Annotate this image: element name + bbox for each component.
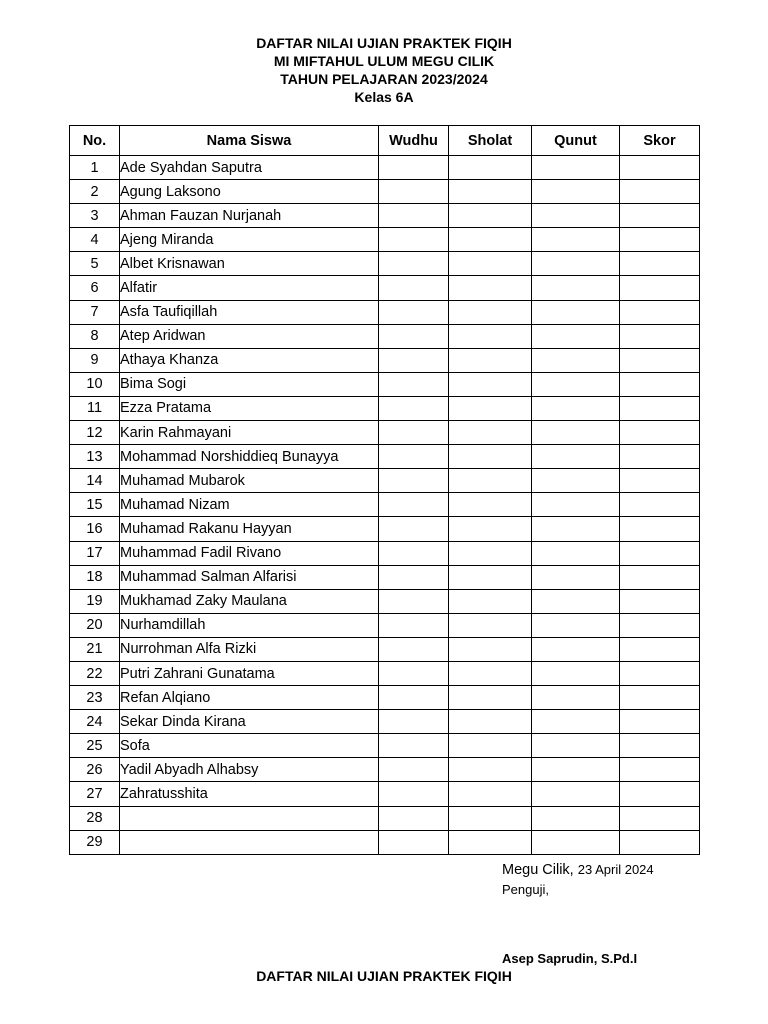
table-row bbox=[70, 348, 700, 372]
table-row bbox=[70, 782, 700, 806]
next-page-title: DAFTAR NILAI UJIAN PRAKTEK FIQIH bbox=[256, 968, 512, 984]
cell-qunut bbox=[532, 348, 620, 372]
table-row bbox=[70, 156, 700, 180]
cell-sholat bbox=[449, 396, 532, 420]
table-row bbox=[70, 637, 700, 661]
cell-qunut bbox=[532, 228, 620, 252]
table-body bbox=[70, 156, 700, 855]
cell-no: 4 bbox=[70, 228, 120, 252]
cell-sholat bbox=[449, 445, 532, 469]
cell-wudhu bbox=[379, 517, 449, 541]
table-row bbox=[70, 661, 700, 685]
cell-skor bbox=[620, 613, 700, 637]
cell-sholat bbox=[449, 806, 532, 830]
cell-sholat bbox=[449, 300, 532, 324]
signature-role: Penguji, bbox=[502, 882, 549, 897]
cell-wudhu bbox=[379, 300, 449, 324]
cell-skor bbox=[620, 252, 700, 276]
cell-sholat bbox=[449, 758, 532, 782]
table-row bbox=[70, 372, 700, 396]
cell-qunut bbox=[532, 300, 620, 324]
cell-qunut bbox=[532, 806, 620, 830]
cell-name: Muhamad Rakanu Hayyan bbox=[120, 517, 379, 541]
table-row bbox=[70, 493, 700, 517]
cell-qunut bbox=[532, 372, 620, 396]
cell-name: Athaya Khanza bbox=[120, 348, 379, 372]
cell-name: Putri Zahrani Gunatama bbox=[120, 661, 379, 685]
document-header bbox=[0, 34, 768, 106]
cell-skor bbox=[620, 396, 700, 420]
cell-sholat bbox=[449, 204, 532, 228]
table-row bbox=[70, 252, 700, 276]
cell-wudhu bbox=[379, 276, 449, 300]
cell-name: Atep Aridwan bbox=[120, 324, 379, 348]
cell-wudhu bbox=[379, 589, 449, 613]
cell-wudhu bbox=[379, 493, 449, 517]
table-row bbox=[70, 324, 700, 348]
cell-qunut bbox=[532, 324, 620, 348]
cell-no: 20 bbox=[70, 613, 120, 637]
cell-skor bbox=[620, 686, 700, 710]
cell-no: 16 bbox=[70, 517, 120, 541]
cell-name: Ezza Pratama bbox=[120, 396, 379, 420]
cell-skor bbox=[620, 228, 700, 252]
cell-skor bbox=[620, 300, 700, 324]
cell-skor bbox=[620, 517, 700, 541]
cell-name: Muhammad Salman Alfarisi bbox=[120, 565, 379, 589]
cell-no: 11 bbox=[70, 396, 120, 420]
cell-qunut bbox=[532, 204, 620, 228]
cell-qunut bbox=[532, 782, 620, 806]
cell-qunut bbox=[532, 565, 620, 589]
cell-name: Muhamad Mubarok bbox=[120, 469, 379, 493]
cell-no: 13 bbox=[70, 445, 120, 469]
cell-wudhu bbox=[379, 637, 449, 661]
cell-no: 2 bbox=[70, 180, 120, 204]
cell-qunut bbox=[532, 276, 620, 300]
cell-wudhu bbox=[379, 421, 449, 445]
table-row bbox=[70, 445, 700, 469]
cell-name bbox=[120, 806, 379, 830]
table-row bbox=[70, 565, 700, 589]
cell-wudhu bbox=[379, 710, 449, 734]
table-row bbox=[70, 469, 700, 493]
title-line-3: TAHUN PELAJARAN 2023/2024 bbox=[280, 71, 488, 87]
cell-qunut bbox=[532, 758, 620, 782]
cell-sholat bbox=[449, 517, 532, 541]
cell-skor bbox=[620, 710, 700, 734]
cell-skor bbox=[620, 204, 700, 228]
table-header-row bbox=[70, 126, 700, 156]
cell-wudhu bbox=[379, 661, 449, 685]
cell-sholat bbox=[449, 493, 532, 517]
table-row bbox=[70, 180, 700, 204]
cell-wudhu bbox=[379, 445, 449, 469]
cell-name: Ahman Fauzan Nurjanah bbox=[120, 204, 379, 228]
cell-no: 27 bbox=[70, 782, 120, 806]
cell-skor bbox=[620, 493, 700, 517]
cell-no: 5 bbox=[70, 252, 120, 276]
cell-wudhu bbox=[379, 806, 449, 830]
cell-qunut bbox=[532, 396, 620, 420]
cell-wudhu bbox=[379, 372, 449, 396]
cell-no: 29 bbox=[70, 830, 120, 854]
cell-sholat bbox=[449, 661, 532, 685]
cell-qunut bbox=[532, 180, 620, 204]
cell-qunut bbox=[532, 421, 620, 445]
cell-name: Asfa Taufiqillah bbox=[120, 300, 379, 324]
cell-no: 21 bbox=[70, 637, 120, 661]
cell-skor bbox=[620, 661, 700, 685]
cell-name: Sofa bbox=[120, 734, 379, 758]
cell-sholat bbox=[449, 782, 532, 806]
col-header-wudhu: Wudhu bbox=[379, 126, 449, 156]
cell-skor bbox=[620, 324, 700, 348]
cell-name bbox=[120, 830, 379, 854]
col-header-no: No. bbox=[70, 126, 120, 156]
table-row bbox=[70, 276, 700, 300]
cell-qunut bbox=[532, 589, 620, 613]
cell-no: 17 bbox=[70, 541, 120, 565]
col-header-name: Nama Siswa bbox=[120, 126, 379, 156]
cell-skor bbox=[620, 589, 700, 613]
cell-no: 6 bbox=[70, 276, 120, 300]
cell-wudhu bbox=[379, 758, 449, 782]
cell-qunut bbox=[532, 517, 620, 541]
cell-wudhu bbox=[379, 396, 449, 420]
cell-wudhu bbox=[379, 348, 449, 372]
cell-sholat bbox=[449, 156, 532, 180]
cell-wudhu bbox=[379, 565, 449, 589]
cell-skor bbox=[620, 806, 700, 830]
cell-qunut bbox=[532, 830, 620, 854]
cell-sholat bbox=[449, 228, 532, 252]
table-row bbox=[70, 734, 700, 758]
cell-sholat bbox=[449, 686, 532, 710]
cell-no: 3 bbox=[70, 204, 120, 228]
cell-qunut bbox=[532, 710, 620, 734]
cell-name: Refan Alqiano bbox=[120, 686, 379, 710]
cell-sholat bbox=[449, 180, 532, 204]
table-row bbox=[70, 517, 700, 541]
signature-place: Megu Cilik, bbox=[502, 862, 574, 878]
cell-wudhu bbox=[379, 734, 449, 758]
table-row bbox=[70, 204, 700, 228]
cell-sholat bbox=[449, 324, 532, 348]
cell-name: Muhammad Fadil Rivano bbox=[120, 541, 379, 565]
cell-skor bbox=[620, 734, 700, 758]
cell-no: 8 bbox=[70, 324, 120, 348]
cell-wudhu bbox=[379, 469, 449, 493]
cell-qunut bbox=[532, 493, 620, 517]
cell-sholat bbox=[449, 348, 532, 372]
title-line-1: DAFTAR NILAI UJIAN PRAKTEK FIQIH bbox=[256, 35, 512, 51]
cell-no: 22 bbox=[70, 661, 120, 685]
cell-sholat bbox=[449, 734, 532, 758]
table-row bbox=[70, 613, 700, 637]
cell-skor bbox=[620, 276, 700, 300]
cell-skor bbox=[620, 372, 700, 396]
grade-table bbox=[69, 125, 700, 855]
cell-sholat bbox=[449, 541, 532, 565]
cell-sholat bbox=[449, 372, 532, 396]
title-line-4: Kelas 6A bbox=[354, 89, 414, 105]
cell-qunut bbox=[532, 734, 620, 758]
col-header-sholat: Sholat bbox=[449, 126, 532, 156]
cell-sholat bbox=[449, 710, 532, 734]
col-header-qunut: Qunut bbox=[532, 126, 620, 156]
cell-skor bbox=[620, 156, 700, 180]
cell-name: Mohammad Norshiddieq Bunayya bbox=[120, 445, 379, 469]
cell-qunut bbox=[532, 613, 620, 637]
table-row bbox=[70, 300, 700, 324]
cell-skor bbox=[620, 180, 700, 204]
cell-sholat bbox=[449, 830, 532, 854]
cell-sholat bbox=[449, 613, 532, 637]
cell-skor bbox=[620, 348, 700, 372]
cell-sholat bbox=[449, 252, 532, 276]
cell-name: Yadil Abyadh Alhabsy bbox=[120, 758, 379, 782]
cell-no: 24 bbox=[70, 710, 120, 734]
cell-no: 19 bbox=[70, 589, 120, 613]
cell-no: 26 bbox=[70, 758, 120, 782]
cell-name: Bima Sogi bbox=[120, 372, 379, 396]
cell-sholat bbox=[449, 589, 532, 613]
cell-qunut bbox=[532, 541, 620, 565]
cell-wudhu bbox=[379, 830, 449, 854]
cell-no: 28 bbox=[70, 806, 120, 830]
table-row bbox=[70, 396, 700, 420]
cell-name: Mukhamad Zaky Maulana bbox=[120, 589, 379, 613]
table-row bbox=[70, 710, 700, 734]
cell-wudhu bbox=[379, 180, 449, 204]
cell-qunut bbox=[532, 252, 620, 276]
cell-wudhu bbox=[379, 686, 449, 710]
table-row bbox=[70, 541, 700, 565]
title-line-2: MI MIFTAHUL ULUM MEGU CILIK bbox=[273, 53, 495, 69]
table-row bbox=[70, 686, 700, 710]
cell-name: Nurrohman Alfa Rizki bbox=[120, 637, 379, 661]
cell-sholat bbox=[449, 469, 532, 493]
table-row bbox=[70, 830, 700, 854]
cell-qunut bbox=[532, 661, 620, 685]
cell-no: 10 bbox=[70, 372, 120, 396]
cell-name: Karin Rahmayani bbox=[120, 421, 379, 445]
table-row bbox=[70, 589, 700, 613]
cell-wudhu bbox=[379, 324, 449, 348]
cell-skor bbox=[620, 758, 700, 782]
signature-date: 23 April 2024 bbox=[577, 862, 654, 877]
cell-wudhu bbox=[379, 204, 449, 228]
cell-sholat bbox=[449, 276, 532, 300]
cell-skor bbox=[620, 445, 700, 469]
cell-sholat bbox=[449, 421, 532, 445]
cell-no: 15 bbox=[70, 493, 120, 517]
cell-wudhu bbox=[379, 228, 449, 252]
cell-wudhu bbox=[379, 541, 449, 565]
cell-wudhu bbox=[379, 252, 449, 276]
cell-no: 7 bbox=[70, 300, 120, 324]
cell-skor bbox=[620, 782, 700, 806]
table-row bbox=[70, 228, 700, 252]
cell-sholat bbox=[449, 637, 532, 661]
cell-qunut bbox=[532, 445, 620, 469]
table-row bbox=[70, 806, 700, 830]
cell-no: 1 bbox=[70, 156, 120, 180]
col-header-skor: Skor bbox=[620, 126, 700, 156]
cell-name: Alfatir bbox=[120, 276, 379, 300]
cell-no: 9 bbox=[70, 348, 120, 372]
cell-name: Ajeng Miranda bbox=[120, 228, 379, 252]
signature-place-date bbox=[502, 862, 654, 878]
cell-qunut bbox=[532, 686, 620, 710]
cell-name: Sekar Dinda Kirana bbox=[120, 710, 379, 734]
cell-qunut bbox=[532, 469, 620, 493]
cell-no: 18 bbox=[70, 565, 120, 589]
cell-no: 25 bbox=[70, 734, 120, 758]
cell-name: Agung Laksono bbox=[120, 180, 379, 204]
cell-name: Ade Syahdan Saputra bbox=[120, 156, 379, 180]
cell-name: Nurhamdillah bbox=[120, 613, 379, 637]
cell-skor bbox=[620, 541, 700, 565]
signature-name: Asep Saprudin, S.Pd.I bbox=[502, 951, 638, 966]
cell-name: Albet Krisnawan bbox=[120, 252, 379, 276]
cell-wudhu bbox=[379, 782, 449, 806]
cell-no: 23 bbox=[70, 686, 120, 710]
cell-skor bbox=[620, 421, 700, 445]
cell-name: Zahratusshita bbox=[120, 782, 379, 806]
table-row bbox=[70, 421, 700, 445]
cell-name: Muhamad Nizam bbox=[120, 493, 379, 517]
cell-wudhu bbox=[379, 156, 449, 180]
cell-qunut bbox=[532, 637, 620, 661]
cell-wudhu bbox=[379, 613, 449, 637]
cell-sholat bbox=[449, 565, 532, 589]
cell-qunut bbox=[532, 156, 620, 180]
table-row bbox=[70, 758, 700, 782]
cell-skor bbox=[620, 469, 700, 493]
cell-skor bbox=[620, 565, 700, 589]
cell-skor bbox=[620, 830, 700, 854]
cell-no: 12 bbox=[70, 421, 120, 445]
cell-no: 14 bbox=[70, 469, 120, 493]
cell-skor bbox=[620, 637, 700, 661]
